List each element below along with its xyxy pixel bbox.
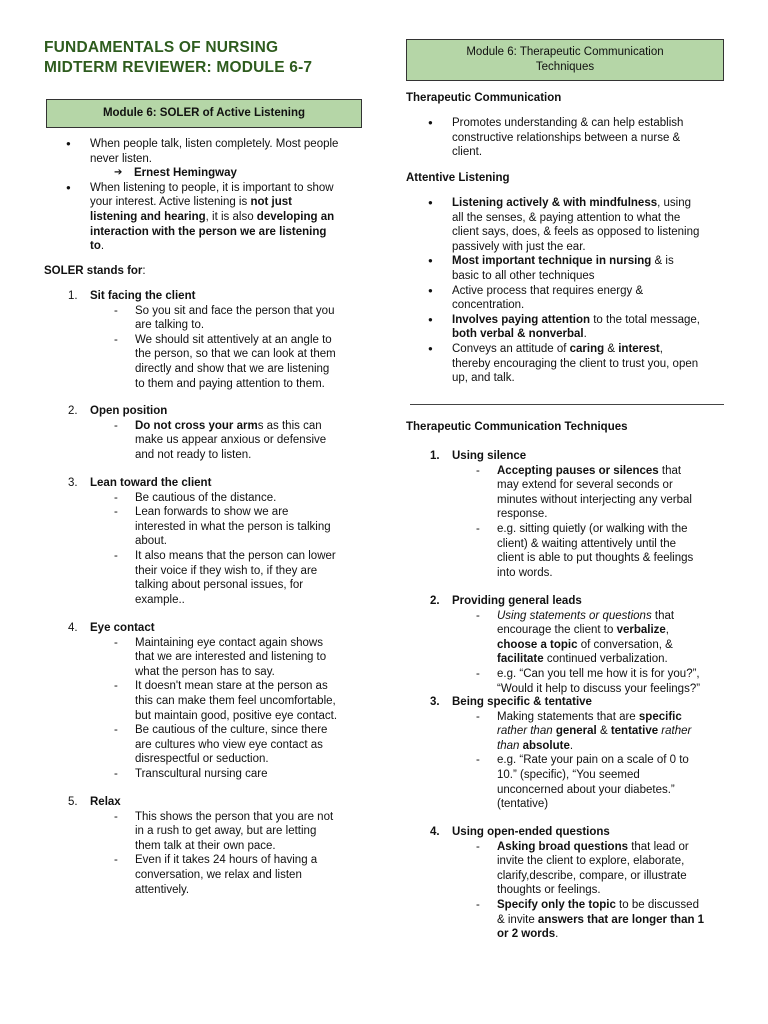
technique-1 <box>406 449 724 580</box>
text-line: & <box>604 342 619 355</box>
soler-point <box>44 505 364 549</box>
al-point <box>406 313 724 342</box>
soler-point <box>44 853 364 897</box>
text-line: that lead or <box>628 840 689 853</box>
text-line <box>452 327 724 342</box>
text-line: Conveys an attitude of <box>452 342 570 355</box>
text-line: Most important technique in nursing <box>452 255 652 268</box>
text-line: 1. <box>68 290 78 302</box>
text-line <box>497 913 724 928</box>
text-line: interest <box>618 342 660 355</box>
text-line <box>497 609 724 624</box>
text-line: - Even if it takes 24 hours of having a <box>135 854 318 867</box>
text-line: - So you sit and face the person that you <box>135 304 335 317</box>
text-line: to be discussed <box>615 898 699 911</box>
text-line: . <box>583 328 587 341</box>
text-line <box>452 313 724 328</box>
text-line: Accepting pauses or silences <box>497 464 659 477</box>
text-line: Using silence <box>452 450 527 462</box>
text-line: ● When people talk, listen completely. Most people <box>90 138 339 150</box>
technique-3 <box>406 695 724 812</box>
text-line: 3. <box>68 477 78 489</box>
text-line: but maintain good, positive eye contact. <box>135 709 338 722</box>
text-line: caring <box>569 342 605 355</box>
text-line: - Maintaining eye contact again shows <box>135 636 323 649</box>
text-line: what the person has to say. <box>135 665 275 678</box>
technique-4 <box>406 825 724 942</box>
text-line <box>497 652 724 667</box>
text-line: 2. <box>430 595 440 607</box>
text-line: Asking broad questions <box>497 840 628 853</box>
text-line: this can make them feel uncomfortable, <box>135 694 336 707</box>
text-line: both verbal & nonverbal <box>452 328 584 341</box>
text-line <box>90 225 364 240</box>
text-line: constructive relationships between a nurse & <box>452 131 681 144</box>
text-line: passively with just the ear. <box>452 240 586 253</box>
text-line: Specify only the topic <box>497 898 616 911</box>
text-line: make us appear anxious or defensive <box>135 434 327 447</box>
text-line: ● Promotes understanding & can help establish <box>452 117 684 129</box>
soler-point <box>44 723 364 767</box>
text-line: Module 6: Therapeutic Communication <box>466 46 664 58</box>
text-line <box>90 195 364 210</box>
text-line: - This shows the person that you are not <box>135 810 334 823</box>
text-line: choose a topic <box>497 638 578 651</box>
text-line: - e.g. “Can you tell me how it is for you?”, <box>497 667 700 680</box>
text-line: s as this can <box>257 419 322 432</box>
text-line: are talking to. <box>135 319 205 332</box>
al-point <box>406 342 724 386</box>
numbered-heading <box>44 404 364 419</box>
text-line: , it is also <box>205 210 257 223</box>
al-point <box>406 284 724 313</box>
text-line: - e.g. “Rate your pain on a scale of 0 to <box>497 754 689 767</box>
text-line: ● When listening to people, it is important to show <box>90 181 334 194</box>
text-line: 4. <box>430 826 440 838</box>
text-line: interested in what the person is talking <box>135 520 331 533</box>
text-line: than <box>497 739 520 752</box>
technique-2 <box>406 594 724 696</box>
text-line: - It doesn't mean stare at the person as <box>135 680 328 693</box>
text-line: developing an <box>256 210 335 223</box>
text-line: “Would it help to discuss your feelings?” <box>497 682 701 695</box>
text-line: - We should sit attentively at an angle to <box>135 333 332 346</box>
text-line: - Transcultural nursing care <box>135 767 268 780</box>
text-line: 5. <box>68 796 78 808</box>
text-line: & invite <box>497 913 538 926</box>
text-line <box>497 464 724 479</box>
text-line <box>497 898 724 913</box>
numbered-heading <box>406 825 724 840</box>
title-line-2: MIDTERM REVIEWER: MODULE 6-7 <box>44 59 313 76</box>
text-line: Involves paying attention <box>452 313 591 326</box>
text-line: are cultures who view eye contact as <box>135 738 323 751</box>
soler-point <box>44 491 364 506</box>
numbered-heading <box>406 695 724 710</box>
text-line <box>497 840 724 855</box>
text-line: Listening actively & with mindfulness <box>452 197 658 209</box>
document-title <box>44 38 384 78</box>
text-line <box>90 210 364 225</box>
intro-listening-point <box>44 181 364 254</box>
techniques-heading: Therapeutic Communication Techniques <box>406 421 628 433</box>
text-line <box>497 638 724 653</box>
text-line: Lean toward the client <box>90 477 212 489</box>
text-line: conversation, we relax and listen <box>135 868 302 881</box>
text-line: unconcerned about your diabetes.” <box>497 783 675 796</box>
text-line: thoughts or feelings. <box>497 884 601 897</box>
title-line-1: FUNDAMENTALS OF NURSING <box>44 39 279 56</box>
text-line: . <box>555 928 559 941</box>
text-line: attentively. <box>135 883 190 896</box>
text-line: - Be cautious of the culture, since there <box>135 724 328 737</box>
text-line: , <box>665 624 669 637</box>
text-line: client. <box>452 146 483 159</box>
text-line <box>497 927 724 942</box>
text-line: of conversation, & <box>577 638 673 651</box>
technique-point <box>406 464 724 522</box>
text-line: Relax <box>90 796 121 808</box>
text-line: absolute <box>522 739 570 752</box>
technique-point <box>406 753 724 811</box>
text-line: that <box>651 609 675 622</box>
text-line: your interest. Active listening is <box>90 196 251 209</box>
text-line <box>497 623 724 638</box>
text-line: all the senses, & paying attention to what the <box>452 211 681 224</box>
text-line: Sit facing the client <box>90 290 196 302</box>
numbered-heading <box>44 621 364 636</box>
soler-item-3 <box>44 476 364 607</box>
text-line: & <box>596 725 611 738</box>
text-line <box>90 239 364 254</box>
soler-point <box>44 767 364 782</box>
technique-point <box>406 710 724 754</box>
text-line: answers that are longer than 1 <box>537 913 705 926</box>
text-line: : <box>142 265 146 277</box>
text-line: , <box>659 342 663 355</box>
text-line: Being specific & tentative <box>452 696 592 708</box>
text-line: invite the client to explore, elaborate, <box>497 855 685 868</box>
text-line: 3. <box>430 696 440 708</box>
soler-point <box>44 636 364 680</box>
text-line: the person, so that we can look at them <box>135 348 336 361</box>
text-line: - It also means that the person can lower <box>135 549 336 562</box>
intro-quote <box>44 137 364 166</box>
text-line: Do not cross your arm <box>135 419 258 432</box>
text-line: Providing general leads <box>452 595 582 607</box>
soler-item-4 <box>44 621 364 782</box>
text-line: Techniques <box>535 60 595 73</box>
text-line: them talk at their own pace. <box>135 839 276 852</box>
numbered-heading <box>44 476 364 491</box>
text-line: client is able to put thoughts & feelings <box>497 552 694 565</box>
text-line: directly and show that we are listening <box>135 362 330 375</box>
al-point <box>406 254 724 283</box>
text-line: in a rush to get away, but are letting <box>135 825 317 838</box>
text-line <box>135 419 364 434</box>
soler-point <box>44 333 364 391</box>
therapeutic-section-header <box>406 39 724 81</box>
text-line: - Lean forwards to show we are <box>135 506 289 519</box>
soler-point <box>44 679 364 723</box>
soler-item-1 <box>44 289 364 391</box>
text-line: tentative <box>610 725 659 738</box>
text-line: & is <box>651 255 674 268</box>
text-line: general <box>555 725 597 738</box>
intro-block <box>44 137 364 254</box>
text-line: Using open-ended questions <box>452 826 610 838</box>
text-line: and not ready to listen. <box>135 448 252 461</box>
numbered-heading <box>406 449 724 464</box>
text-line: specific <box>638 710 682 723</box>
text-line: not just <box>250 196 292 209</box>
text-line: , using <box>657 197 692 209</box>
soler-point <box>44 810 364 854</box>
numbered-heading <box>406 594 724 609</box>
text-line: SOLER stands for <box>44 265 143 277</box>
text-line: may extend for several seconds or <box>497 479 673 492</box>
text-line: into words. <box>497 566 553 579</box>
text-line: to <box>90 240 101 253</box>
quote-attribution: ➔ Ernest Hemingway <box>44 166 364 181</box>
al-point <box>406 196 724 254</box>
soler-point <box>44 419 364 463</box>
attentive-listening-heading: Attentive Listening <box>406 172 510 184</box>
text-line: client says, does, & feels as opposed to listening <box>452 226 700 239</box>
text-line: to the total message, <box>590 313 700 326</box>
text-line: up, and talk. <box>452 372 515 385</box>
attentive-listening-list <box>406 196 724 386</box>
text-line: example.. <box>135 593 185 606</box>
text-line: 10.” (specific), “You seemed <box>497 768 640 781</box>
text-line: Eye contact <box>90 622 155 634</box>
text-line: encourage the client to <box>497 624 617 637</box>
text-line: Open position <box>90 405 168 417</box>
technique-point <box>406 840 724 898</box>
text-line: interaction with the person we are listening <box>90 225 327 238</box>
soler-label <box>44 264 146 279</box>
text-line: Making statements that are <box>497 710 639 723</box>
soler-section-header: Module 6: SOLER of Active Listening <box>46 99 362 128</box>
text-line: that we are interested and listening to <box>135 651 327 664</box>
text-line: continued verbalization. <box>543 653 668 666</box>
text-line: ● Active process that requires energy & <box>452 284 644 297</box>
text-line: rather than <box>497 725 553 738</box>
soler-point <box>44 304 364 333</box>
text-line: 2. <box>68 405 78 417</box>
text-line: never listen. <box>90 152 153 165</box>
text-line: that <box>658 464 682 477</box>
text-line: facilitate <box>497 653 544 666</box>
soler-item-2 <box>44 404 364 462</box>
text-line: or 2 words <box>497 928 556 941</box>
text-line: their voice if they wish to, if they are <box>135 564 318 577</box>
text-line <box>497 739 724 754</box>
text-line: listening and hearing <box>90 210 206 223</box>
text-line <box>497 710 724 725</box>
text-line: clarify,describe, compare, or illustrate <box>497 869 687 882</box>
technique-point <box>406 667 724 696</box>
text-line: . <box>100 240 105 253</box>
text-line <box>452 254 724 269</box>
text-line: thereby encouraging the client to trust you, open <box>452 357 699 370</box>
text-line: (tentative) <box>497 798 549 811</box>
text-line <box>452 342 724 357</box>
text-line <box>452 196 724 211</box>
soler-point <box>44 549 364 607</box>
text-line: about. <box>135 535 167 548</box>
text-line: 1. <box>430 450 440 462</box>
text-line: minutes without interjecting any verbal <box>497 493 692 506</box>
text-line: - e.g. sitting quietly (or walking with the <box>497 522 688 535</box>
technique-point <box>406 522 724 580</box>
therapeutic-communication-heading: Therapeutic Communication <box>406 92 562 104</box>
text-line: rather <box>658 725 692 738</box>
text-line: . <box>569 739 574 752</box>
text-line: concentration. <box>452 299 525 312</box>
text-line: 4. <box>68 622 78 634</box>
numbered-heading <box>44 795 364 810</box>
text-line: client) & waiting attentively until the <box>497 537 676 550</box>
section-divider <box>410 404 724 405</box>
text-line: to them and paying attention to them. <box>135 377 325 390</box>
text-line: verbalize <box>616 624 666 637</box>
text-line: - Be cautious of the distance. <box>135 491 277 504</box>
technique-point <box>406 609 724 667</box>
text-line: basic to all other techniques <box>452 269 595 282</box>
text-line: disrespectful or seduction. <box>135 753 269 766</box>
text-line <box>497 724 724 739</box>
soler-item-5 <box>44 795 364 897</box>
text-line: Using statements or questions <box>497 609 652 622</box>
technique-point <box>406 898 724 942</box>
text-line: response. <box>497 508 548 521</box>
text-line: talking about personal issues, for <box>135 579 304 592</box>
tc-point <box>406 116 724 160</box>
numbered-heading <box>44 289 364 304</box>
